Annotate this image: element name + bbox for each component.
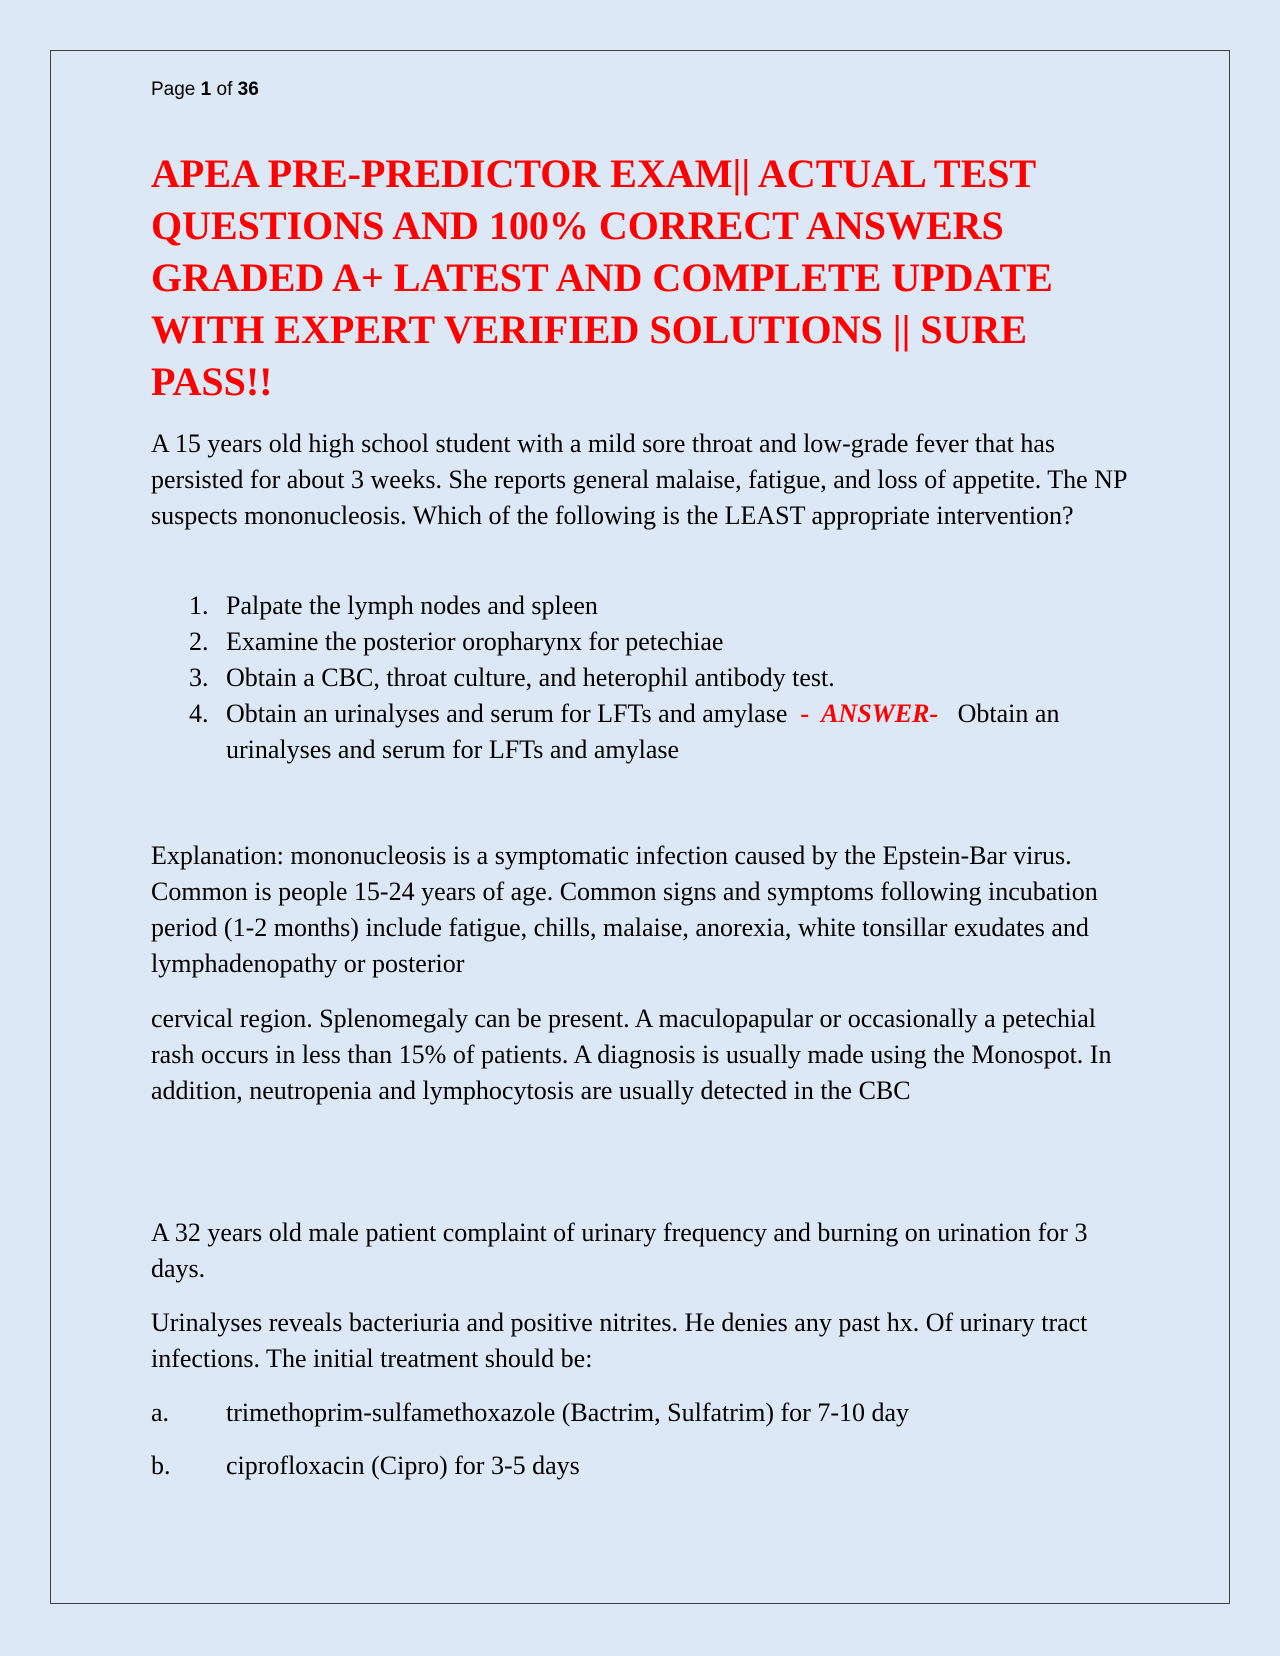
question-1-options <box>151 588 1141 768</box>
question-1-stem: A 15 years old high school student with a mild sore throat and low-grade fever that has persisted for about 3 weeks. She reports general malaise, fatigue, and loss of appetite. The NP suspects mononucleosis. Which of the following is the LEAST appropriate intervention? <box>151 429 1127 530</box>
option-text: Obtain an urinalyses and serum for LFTs and amylase <box>226 699 788 728</box>
page-number-current: 1 <box>200 79 212 100</box>
option-letter: a. <box>151 1398 170 1427</box>
option-text: Obtain a CBC, throat culture, and heterophil antibody test. <box>226 663 835 692</box>
question-2-stem-part-1: A 32 years old male patient complaint of urinary frequency and burning on urination for 3 days. <box>151 1218 1088 1283</box>
question-1-option <box>151 696 1141 768</box>
page-number-of: of <box>216 79 233 100</box>
question-1-explanation-part-2: cervical region. Splenomegaly can be present. A maculopapular or occasionally a petechial rash occurs in less than 15% of patients. A diagnosis is usually made using the Monospot. In addition, neutropenia and lymphocytosis are usually detected in the CBC <box>151 1004 1112 1105</box>
option-number: 1. <box>189 591 209 620</box>
question-2-stem-part-2: Urinalyses reveals bacteriuria and positive nitrites. He denies any past hx. Of urinary tract infections. The initial treatment should be: <box>151 1308 1088 1373</box>
option-number: 3. <box>189 663 209 692</box>
answer-text: Obtain an urinalyses and serum for LFTs and amylase <box>226 699 1060 764</box>
answer-marker <box>794 699 938 728</box>
option-text: Palpate the lymph nodes and spleen <box>226 591 598 620</box>
option-letter: b. <box>151 1451 171 1480</box>
page-number <box>151 79 259 101</box>
question-1-explanation-part-1: Explanation: mononucleosis is a symptomatic infection caused by the Epstein-Bar virus. Common is people 15-24 years of age. Common signs and symptoms following incubation period (1-2 months) include fatigue, chills, malaise, anorexia, white tonsillar exudates and lymphadenopathy or posterior <box>151 841 1098 978</box>
page-number-prefix: Page <box>151 79 196 100</box>
option-text: Examine the posterior oropharynx for petechiae <box>226 627 724 656</box>
document-title: APEA PRE-PREDICTOR EXAM|| ACTUAL TEST QUESTIONS AND 100% CORRECT ANSWERS GRADED A+ LATEST AND COMPLETE UPDATE WITH EXPERT VERIFIED SOLUTIONS || SURE PASS!! <box>151 151 1053 404</box>
question-1-option <box>151 588 1141 624</box>
page-number-total: 36 <box>237 79 259 100</box>
option-number: 4. <box>189 699 209 728</box>
option-text: trimethoprim-sulfamethoxazole (Bactrim, Sulfatrim) for 7-10 day <box>226 1398 910 1427</box>
option-text: ciprofloxacin (Cipro) for 3-5 days <box>226 1451 580 1480</box>
question-1-option <box>151 624 1141 660</box>
answer-label: ANSWER- <box>821 699 939 728</box>
answer-dash: - <box>800 699 810 728</box>
question-1-option <box>151 660 1141 696</box>
option-number: 2. <box>189 627 209 656</box>
